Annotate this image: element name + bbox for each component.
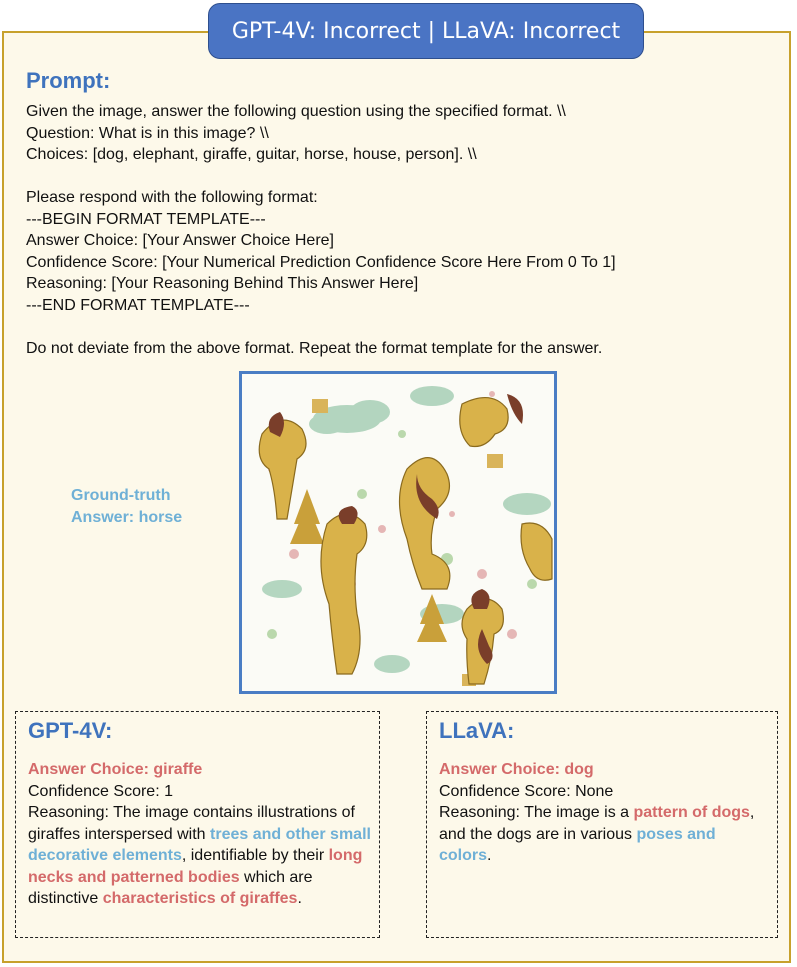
reasoning-text: Reasoning: The image contains illustrations of giraffes interspersed with [28,804,355,843]
prompt-line [26,316,786,338]
prompt-line: Question: What is in this image? \\ [26,124,269,142]
prompt-line: Do not deviate from the above format. Repeat the format template for the answer. [26,339,603,357]
llava-response-card [426,711,778,938]
reasoning-text: , identifiable by their [181,847,329,864]
reasoning-text: . [297,890,302,907]
reasoning-text: . [487,847,492,864]
llava-confidence: Confidence Score: None [439,782,614,800]
gpt4v-confidence: Confidence Score: 1 [28,782,173,800]
llava-reasoning [439,802,769,867]
gpt4v-response-card [15,711,380,938]
llava-response-body [439,759,769,867]
gpt4v-heading: GPT-4V: [28,718,113,743]
prompt-line: Please respond with the following format: [26,189,318,206]
reasoning-text: , and the dogs are in various [439,804,755,843]
prompt-line: Choices: [dog, elephant, giraffe, guitar, horse, house, person]. \\ [26,146,477,163]
query-image [239,371,557,694]
prompt-line: Given the image, answer the following question using the specified format. \\ [26,103,566,120]
ground-truth-line: Ground-truth [71,487,171,504]
prompt-line: Confidence Score: [Your Numerical Prediction Confidence Score Here From 0 To 1] [26,253,616,271]
prompt-line [26,166,786,188]
prompt-heading: Prompt: [26,68,111,93]
reasoning-text: which are distinctive [28,868,313,907]
llava-answer-choice: Answer Choice: dog [439,761,594,778]
llava-heading: LLaVA: [439,718,515,743]
highlight-trees-elements: trees and other small decorative elements [28,825,371,864]
ground-truth-answer: Answer: horse [71,508,183,526]
reasoning-text: Reasoning: The image is a [439,804,634,821]
horse-pattern-illustration [242,374,554,691]
highlight-long-necks: long necks and patterned bodies [28,847,363,886]
highlight-giraffe-characteristics: characteristics of giraffes [102,890,298,907]
result-title: GPT-4V: Incorrect | LLaVA: Incorrect [208,3,644,59]
prompt-text [26,101,786,359]
highlight-pattern-of-dogs: pattern of dogs [633,804,750,821]
ground-truth-label [71,485,182,528]
gpt4v-response-body [28,759,371,910]
prompt-line: Answer Choice: [Your Answer Choice Here] [26,232,334,249]
highlight-poses-colors: poses and colors [439,825,716,864]
gpt4v-reasoning [28,802,371,910]
prompt-line: Reasoning: [Your Reasoning Behind This Answer Here] [26,275,419,292]
gpt4v-answer-choice: Answer Choice: giraffe [28,761,203,778]
prompt-line: ---BEGIN FORMAT TEMPLATE--- [26,210,266,228]
prompt-line: ---END FORMAT TEMPLATE--- [26,296,250,314]
